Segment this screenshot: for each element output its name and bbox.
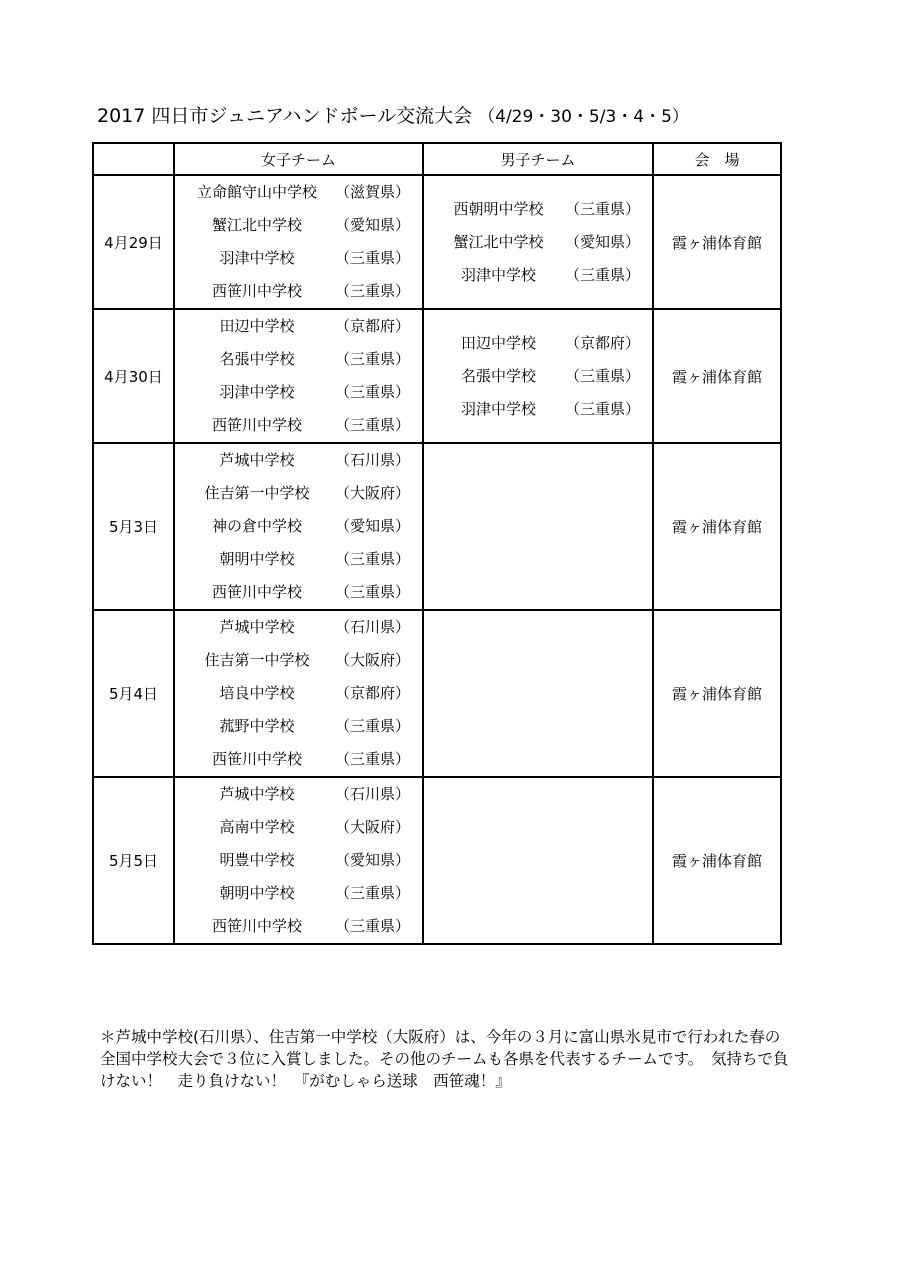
team-name: 芦城中学校 <box>219 451 295 469</box>
schedule-table <box>92 142 782 945</box>
team-entry <box>175 644 422 677</box>
day-date: 4月30日 <box>93 309 174 443</box>
team-entry <box>175 844 422 877</box>
team-entry <box>175 242 422 275</box>
team-prefecture: （三重県） <box>564 199 640 218</box>
day-venue: 霞ヶ浦体育館 <box>653 777 781 944</box>
day-row <box>93 610 781 777</box>
team-name: 田辺中学校 <box>219 317 295 335</box>
boys-team-list <box>424 193 652 292</box>
girls-team-list <box>175 778 422 943</box>
team-prefecture: （三重県） <box>334 717 410 735</box>
team-prefecture: （愛知県） <box>334 851 410 869</box>
header-row <box>93 143 781 175</box>
team-prefecture: （石川県） <box>334 618 410 636</box>
team-entry <box>424 193 652 226</box>
team-prefecture: （愛知県） <box>564 232 640 251</box>
team-name: 培良中学校 <box>219 684 295 702</box>
day-row <box>93 443 781 610</box>
boys-teams-cell <box>423 175 653 309</box>
girls-teams-cell <box>174 443 423 610</box>
team-prefecture: （大阪府） <box>334 651 410 669</box>
team-prefecture: （滋賀県） <box>334 183 410 201</box>
team-entry <box>175 576 422 609</box>
team-name: 明豊中学校 <box>219 851 295 869</box>
team-name: 名張中学校 <box>219 350 295 368</box>
team-name: 朝明中学校 <box>219 550 295 568</box>
team-entry <box>175 275 422 308</box>
header-girls: 女子チーム <box>174 143 423 175</box>
team-entry <box>175 376 422 409</box>
team-prefecture: （三重県） <box>334 249 410 267</box>
team-name: 西朝明中学校 <box>453 199 544 218</box>
team-prefecture: （三重県） <box>334 350 410 368</box>
team-prefecture: （三重県） <box>564 366 640 385</box>
team-entry <box>424 360 652 393</box>
team-name: 田辺中学校 <box>460 333 536 352</box>
team-name: 芦城中学校 <box>219 785 295 803</box>
header-venue: 会 場 <box>653 143 781 175</box>
team-entry <box>175 811 422 844</box>
day-date: 5月4日 <box>93 610 174 777</box>
team-entry <box>175 209 422 242</box>
team-entry <box>175 877 422 910</box>
team-prefecture: （三重県） <box>334 383 410 401</box>
team-entry <box>424 226 652 259</box>
team-prefecture: （石川県） <box>334 451 410 469</box>
team-entry <box>175 510 422 543</box>
day-date: 4月29日 <box>93 175 174 309</box>
day-venue: 霞ヶ浦体育館 <box>653 309 781 443</box>
footnote: ＊芦城中学校(石川県）、住吉第一中学校（大阪府）は、今年の３月に富山県氷見市で行われた春の全国中学校大会で３位に入賞しました。その他のチームも各県を代表するチームです。 気持ちで負けない！ 走り負けない！ 『がむしゃら送球 西笹魂！』 <box>100 1028 789 1090</box>
girls-teams-cell <box>174 309 423 443</box>
team-entry <box>175 176 422 209</box>
team-name: 羽津中学校 <box>219 249 295 267</box>
team-entry <box>175 343 422 376</box>
team-name: 西笹川中学校 <box>211 282 302 300</box>
team-prefecture: （三重県） <box>334 282 410 300</box>
team-name: 蟹江北中学校 <box>211 216 302 234</box>
team-prefecture: （三重県） <box>334 550 410 568</box>
girls-teams-cell <box>174 777 423 944</box>
team-name: 羽津中学校 <box>219 383 295 401</box>
team-entry <box>424 327 652 360</box>
team-name: 西笹川中学校 <box>211 750 302 768</box>
team-prefecture: （京都府） <box>334 317 410 335</box>
boys-teams-cell <box>423 610 653 777</box>
boys-teams-cell <box>423 777 653 944</box>
girls-teams-cell <box>174 610 423 777</box>
team-prefecture: （愛知県） <box>334 517 410 535</box>
girls-team-list <box>175 176 422 308</box>
team-name: 立命館守山中学校 <box>196 183 317 201</box>
girls-teams-cell <box>174 175 423 309</box>
header-boys: 男子チーム <box>423 143 653 175</box>
team-name: 菰野中学校 <box>219 717 295 735</box>
team-entry <box>175 310 422 343</box>
schedule-body <box>93 175 781 944</box>
team-prefecture: （三重県） <box>564 265 640 284</box>
team-name: 住吉第一中学校 <box>204 651 310 669</box>
team-prefecture: （三重県） <box>564 399 640 418</box>
team-name: 住吉第一中学校 <box>204 484 310 502</box>
team-prefecture: （三重県） <box>334 583 410 601</box>
team-name: 朝明中学校 <box>219 884 295 902</box>
team-name: 羽津中学校 <box>460 265 536 284</box>
team-prefecture: （石川県） <box>334 785 410 803</box>
team-prefecture: （京都府） <box>564 333 640 352</box>
team-name: 西笹川中学校 <box>211 583 302 601</box>
girls-team-list <box>175 310 422 442</box>
team-name: 蟹江北中学校 <box>453 232 544 251</box>
day-venue: 霞ヶ浦体育館 <box>653 610 781 777</box>
day-row <box>93 309 781 443</box>
day-date: 5月5日 <box>93 777 174 944</box>
boys-teams-cell <box>423 443 653 610</box>
team-entry <box>175 778 422 811</box>
day-venue: 霞ヶ浦体育館 <box>653 175 781 309</box>
boys-teams-cell <box>423 309 653 443</box>
day-date: 5月3日 <box>93 443 174 610</box>
day-row <box>93 777 781 944</box>
team-name: 芦城中学校 <box>219 618 295 636</box>
team-prefecture: （三重県） <box>334 884 410 902</box>
team-name: 西笹川中学校 <box>211 416 302 434</box>
day-venue: 霞ヶ浦体育館 <box>653 443 781 610</box>
team-prefecture: （大阪府） <box>334 818 410 836</box>
team-name: 名張中学校 <box>460 366 536 385</box>
boys-team-list <box>424 327 652 426</box>
team-name: 西笹川中学校 <box>211 917 302 935</box>
team-entry <box>175 677 422 710</box>
team-name: 羽津中学校 <box>460 399 536 418</box>
girls-team-list <box>175 444 422 609</box>
team-prefecture: （三重県） <box>334 750 410 768</box>
team-prefecture: （三重県） <box>334 917 410 935</box>
team-entry <box>424 259 652 292</box>
girls-team-list <box>175 611 422 776</box>
team-entry <box>175 409 422 442</box>
team-prefecture: （愛知県） <box>334 216 410 234</box>
team-entry <box>175 910 422 943</box>
team-prefecture: （京都府） <box>334 684 410 702</box>
team-entry <box>175 611 422 644</box>
team-entry <box>175 543 422 576</box>
team-prefecture: （大阪府） <box>334 484 410 502</box>
team-name: 高南中学校 <box>219 818 295 836</box>
team-entry <box>175 743 422 776</box>
title-dates: （4/29・30・5/3・4・5） <box>478 107 689 127</box>
title-main: 2017 四日市ジュニアハンドボール交流大会 <box>97 105 473 127</box>
team-entry <box>175 710 422 743</box>
team-entry <box>175 477 422 510</box>
team-prefecture: （三重県） <box>334 416 410 434</box>
team-entry <box>175 444 422 477</box>
header-date <box>93 143 174 175</box>
day-row <box>93 175 781 309</box>
team-entry <box>424 393 652 426</box>
page-title <box>97 101 817 128</box>
team-name: 神の倉中学校 <box>211 517 302 535</box>
